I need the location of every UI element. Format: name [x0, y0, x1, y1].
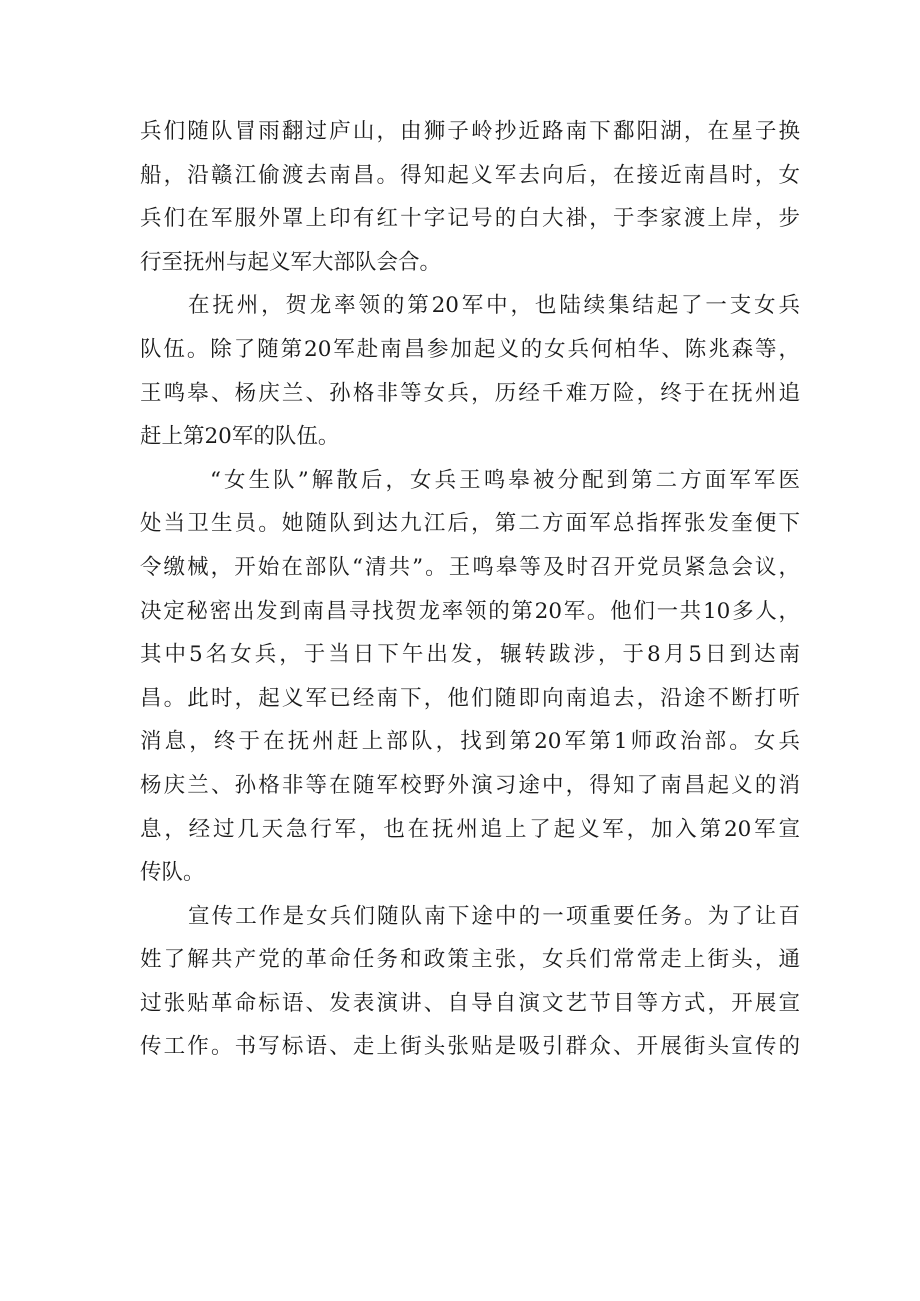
paragraph-4 [140, 895, 800, 1069]
text-line: 传工作。书写标语、走上街头张贴是吸引群众、开展街头宣传的 [140, 1034, 800, 1060]
text-line: 行至抚州与起义军大部队会合。 [140, 249, 442, 275]
text-line: 赶上第20军的队伍。 [140, 424, 340, 450]
text-line: 其中5名女兵，于当日下午出发，辗转跋涉，于8月5日到达南 [140, 642, 800, 668]
text-line: 传队。 [140, 860, 205, 886]
text-line: 船，沿赣江偷渡去南昌。得知起义军去向后，在接近南昌时，女 [140, 162, 800, 188]
text-line: 过张贴革命标语、发表演讲、自导自演文艺节目等方式，开展宣 [140, 990, 800, 1016]
body-text [140, 110, 800, 1069]
text-line: 兵们在军服外罩上印有红十字记号的白大褂，于李家渡上岸，步 [140, 206, 800, 232]
text-line: 王鸣皋、杨庆兰、孙格非等女兵，历经千难万险，终于在抚州追 [140, 380, 800, 406]
paragraph-3 [140, 459, 800, 895]
text-line: “女生队”解散后，女兵王鸣皋被分配到第二方面军军医 [210, 467, 800, 493]
text-line: 杨庆兰、孙格非等在随军校野外演习途中，得知了南昌起义的消 [140, 772, 800, 798]
text-line: 令缴械，开始在部队“清共”。王鸣皋等及时召开党员紧急会议， [140, 554, 800, 580]
text-line: 在抚州，贺龙率领的第20军中，也陆续集结起了一支女兵 [188, 293, 800, 319]
text-line: 宣传工作是女兵们随队南下途中的一项重要任务。为了让百 [188, 903, 800, 929]
text-line: 队伍。除了随第20军赴南昌参加起义的女兵何柏华、陈兆森等， [140, 336, 800, 362]
text-line: 决定秘密出发到南昌寻找贺龙率领的第20军。他们一共10多人， [140, 598, 800, 624]
text-line: 息，经过几天急行军，也在抚州追上了起义军，加入第20军宣 [140, 816, 800, 842]
text-line: 昌。此时，起义军已经南下，他们随即向南追去，沿途不断打听 [140, 685, 800, 711]
text-line: 兵们随队冒雨翻过庐山，由狮子岭抄近路南下鄱阳湖，在星子换 [140, 119, 800, 144]
paragraph-1 [140, 110, 800, 284]
text-line: 姓了解共产党的革命任务和政策主张，女兵们常常走上街头，通 [140, 947, 800, 973]
text-line: 处当卫生员。她随队到达九江后，第二方面军总指挥张发奎便下 [140, 511, 800, 537]
paragraph-2 [140, 284, 800, 458]
text-line: 消息，终于在抚州赶上部队，找到第20军第1师政治部。女兵 [140, 729, 800, 755]
